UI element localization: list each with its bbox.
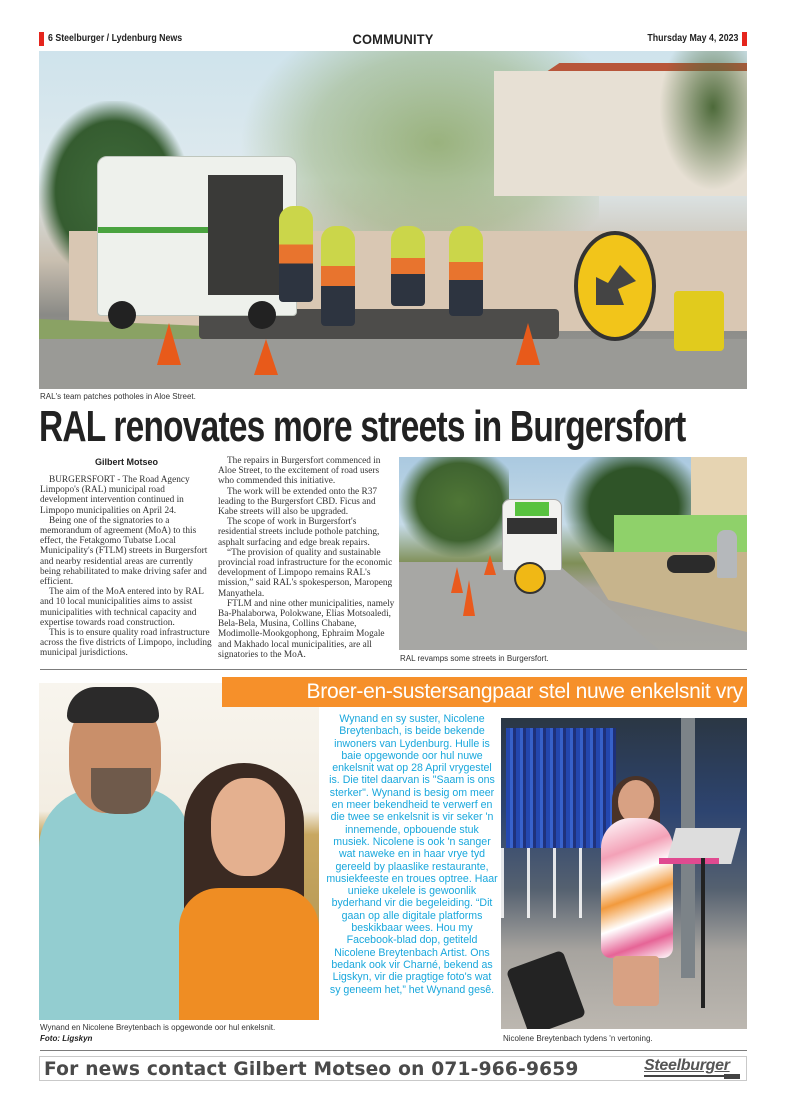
worker [449,226,483,316]
paragraph: The work will be extended onto the R37 leading to the Burgersfort CBD. Ficus and Kabe streets will also be upgraded. [218,486,378,518]
issue-date: Thursday May 4, 2023 [647,33,738,44]
article-column-1 [40,475,215,659]
service-van [97,156,297,316]
traffic-cone [451,567,463,593]
running-header [39,32,747,46]
paragraph: Being one of the signatories to a memorandum of agreement (MoA) to this effect, the Fetakgomo Tubatse Local Municipality's (FTLM) streets in Burgersfort and nearby residential areas are currently being rehabilitated to make driving safer and efficient. [40,515,208,588]
accent-bar-left [39,32,44,46]
feature-body-text: Wynand en sy suster, Nicolene Breytenbach, is beide bekende inwoners van Lydenburg. Hulle is baie opgewonde oor hul nuwe enkelsnit wat op 28 April vrygestel is. Die titel daarvan is "Saam is ons sterker". Wynand is besig om meer en meer bekendheid te verwerf en die twee se enkelsnit is vir seker 'n innemende, opbouende stuk musiek. Nicolene is ook 'n sanger wat naweke en in haar vrye tyd gereeld by plaaslike restaurante, musiekfeeste en troues optree. Haar unieke ukelele is gewoonlik byderhand vir die begeleiding. “Dit gaan op alle digitale platforms beskikbaar wees. Hou my Facebook-blad dop, getiteld Nicolene Breytenbach Artist. Ons bedank ook vir Charné, bekend as Ligskyn, vir die pragtige foto's wat sy geneem het,” het Wynand gesê. [326,713,498,996]
logo-text: Steelburger [644,1057,730,1074]
siblings-photo [39,683,319,1020]
paragraph: This is to ensure quality road infrastructure across the five districts of Limpopo, including municipal jurisdictions. [40,628,212,659]
photo-credit: Foto: Ligskyn [40,1034,93,1043]
worker [321,226,355,326]
accent-bar-right [742,32,747,46]
lead-photo-road-crew [39,51,747,389]
performance-photo [501,718,747,1029]
paragraph: The repairs in Burgersfort commenced in Aloe Street, to the excitement of road users who commended this initiative. [218,456,381,487]
second-photo-street-works [399,457,747,650]
traffic-cone [157,323,181,365]
paragraph: The aim of the MoA entered into by RAL and 10 local municipalities aims to assist municipalities with technical capacity and expertise towards road construction. [40,587,204,628]
traffic-cone [484,555,496,575]
paragraph: BURGERSFORT - The Road Agency Limpopo's (RAL) municipal road development intervention continued in Limpopo municipalities on April 24. [40,475,190,516]
speaker [506,950,586,1029]
page-label: 6 Steelburger / Lydenburg News [48,33,183,44]
arrow-sign [574,231,656,341]
warning-sign [514,562,546,594]
worker [391,226,425,306]
steelburger-logo [644,1059,740,1079]
lead-headline: RAL renovates more streets in Burgersfort [39,402,686,451]
traffic-cone [516,323,540,365]
performance-photo-caption: Nicolene Breytenbach tydens 'n vertoning. [503,1034,653,1043]
news-contact-banner [39,1056,747,1081]
section-title: COMMUNITY [352,31,434,47]
siblings-photo-caption: Wynand en Nicolene Breytenbach is opgewonde oor hul enkelsnit. [40,1023,276,1032]
second-photo-caption: RAL revamps some streets in Burgersfort. [400,654,549,663]
paragraph: FTLM and nine other municipalities, namely Ba-Phalaborwa, Polokwane, Elias Motsoaledi, Bela-Bela, Musina, Collins Chabane, Modimolle-Mookgophong, Ephraim Mogale and Makhado local municipalities, are all signatories to the MoA. [218,598,395,660]
section-divider [40,669,747,670]
article-column-2 [218,456,396,660]
paragraph: “The provision of quality and sustainable provincial road infrastructure for the economic development of Limpopo remains RAL's mission,” said RAL's spokesperson, Maropeng Manyathela. [218,547,393,599]
contact-text: For news contact Gilbert Motseo on 071-966-9659 [44,1058,579,1080]
arrow-icon [596,265,636,305]
footer-divider [40,1050,747,1051]
traffic-cone [254,339,278,375]
byline: Gilbert Motseo [94,457,158,467]
paragraph: The scope of work in Burgersfort's residential streets include pothole patching, asphalt surfacing and edge break repairs. [218,517,380,548]
feature-headline: Broer-en-sustersangpaar stel nuwe enkelsnit vry [222,677,747,707]
traffic-cone [463,580,475,616]
lead-photo-caption: RAL's team patches potholes in Aloe Street. [40,392,196,401]
service-truck [502,499,562,571]
worker [279,206,313,302]
